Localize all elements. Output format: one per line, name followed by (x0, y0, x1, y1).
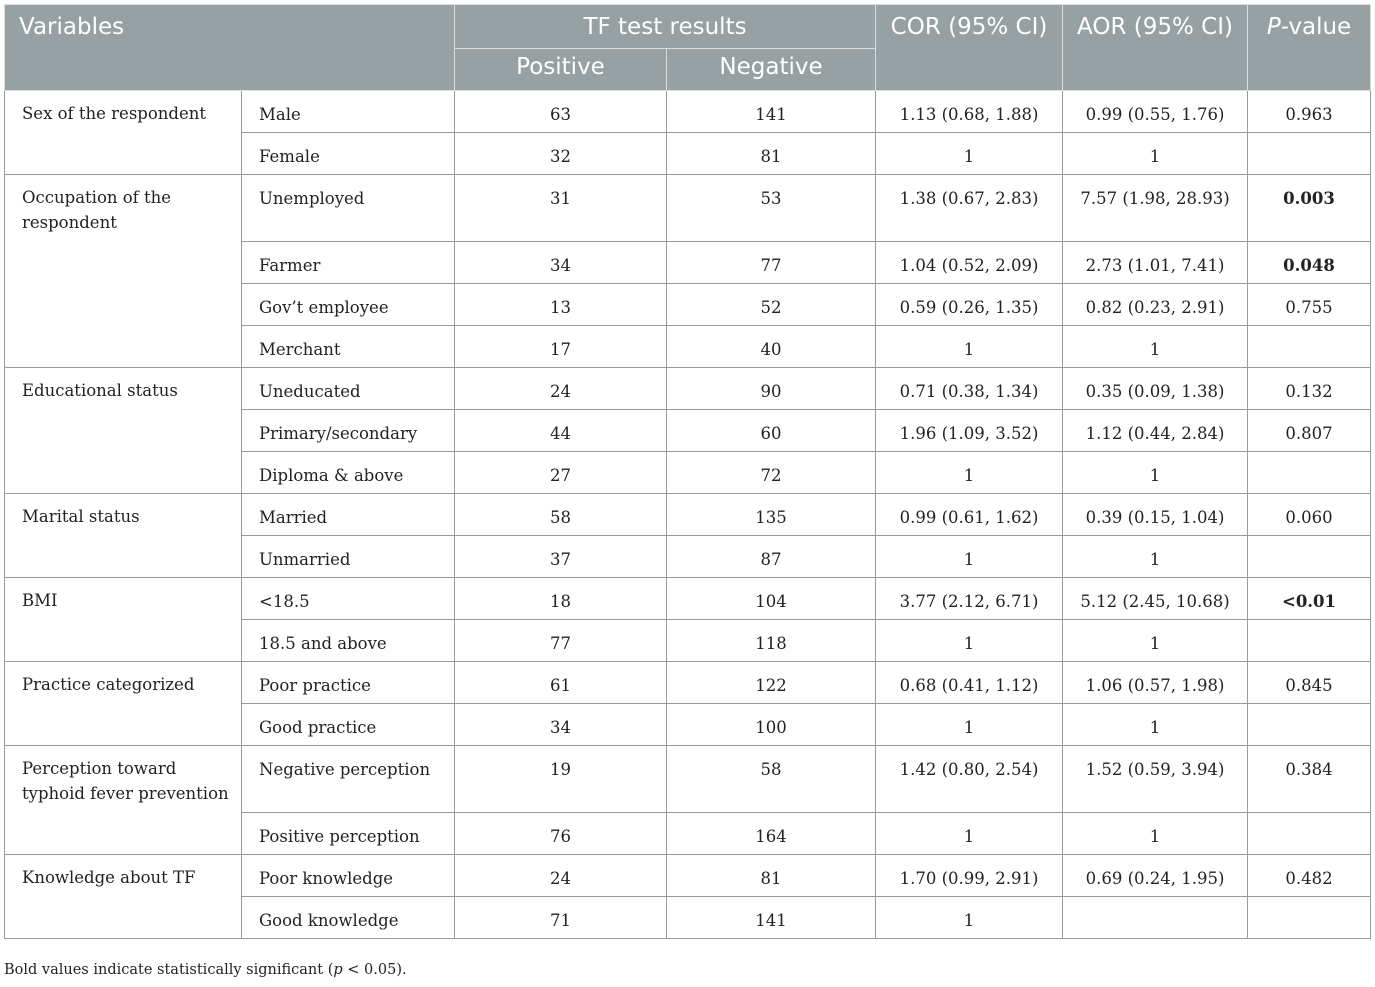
variable-label: Occupation of the respondent (5, 175, 242, 368)
aor-cell: 7.57 (1.98, 28.93) (1063, 175, 1248, 242)
p-value-cell: 0.755 (1248, 284, 1371, 326)
p-value-cell (1248, 897, 1371, 939)
p-value-cell (1248, 452, 1371, 494)
table-row (5, 855, 1371, 897)
table-body (5, 91, 1371, 939)
negative-count-cell: 141 (667, 897, 876, 939)
positive-count-cell: 34 (455, 704, 667, 746)
cor-cell: 0.71 (0.38, 1.34) (876, 368, 1063, 410)
negative-count-cell: 135 (667, 494, 876, 536)
table-row (5, 91, 1371, 133)
category-cell: 18.5 and above (242, 620, 455, 662)
positive-count-cell: 27 (455, 452, 667, 494)
p-value-cell (1248, 133, 1371, 175)
negative-count-cell: 118 (667, 620, 876, 662)
category-cell: Poor knowledge (242, 855, 455, 897)
aor-cell: 1 (1063, 813, 1248, 855)
footnote-p: p (333, 962, 343, 978)
negative-count-cell: 164 (667, 813, 876, 855)
cor-cell: 1.42 (0.80, 2.54) (876, 746, 1063, 813)
positive-count-cell: 58 (455, 494, 667, 536)
negative-count-cell: 81 (667, 855, 876, 897)
negative-count-cell: 77 (667, 242, 876, 284)
aor-cell: 2.73 (1.01, 7.41) (1063, 242, 1248, 284)
variable-label: Practice categorized (5, 662, 242, 746)
header-variables: Variables (5, 5, 455, 91)
p-value-cell: 0.807 (1248, 410, 1371, 452)
header-p-label: P (1266, 14, 1281, 40)
table-row (5, 662, 1371, 704)
p-value-cell: 0.963 (1248, 91, 1371, 133)
aor-cell: 1 (1063, 326, 1248, 368)
p-value-cell (1248, 536, 1371, 578)
aor-cell (1063, 897, 1248, 939)
negative-count-cell: 122 (667, 662, 876, 704)
aor-cell: 5.12 (2.45, 10.68) (1063, 578, 1248, 620)
variable-label: Sex of the respondent (5, 91, 242, 175)
category-cell: Primary/secondary (242, 410, 455, 452)
negative-count-cell: 104 (667, 578, 876, 620)
category-cell: Uneducated (242, 368, 455, 410)
category-cell: Positive perception (242, 813, 455, 855)
category-cell: Female (242, 133, 455, 175)
p-value-cell (1248, 704, 1371, 746)
variable-label: BMI (5, 578, 242, 662)
category-cell: Good practice (242, 704, 455, 746)
positive-count-cell: 24 (455, 368, 667, 410)
aor-cell: 1 (1063, 133, 1248, 175)
cor-cell: 1.96 (1.09, 3.52) (876, 410, 1063, 452)
negative-count-cell: 81 (667, 133, 876, 175)
negative-count-cell: 90 (667, 368, 876, 410)
p-value-cell: 0.482 (1248, 855, 1371, 897)
category-cell: Unmarried (242, 536, 455, 578)
category-cell: Farmer (242, 242, 455, 284)
cor-cell: 0.99 (0.61, 1.62) (876, 494, 1063, 536)
header-p-suffix: -value (1280, 14, 1352, 40)
category-cell: Unemployed (242, 175, 455, 242)
header-negative: Negative (667, 49, 876, 91)
negative-count-cell: 87 (667, 536, 876, 578)
p-value-cell: 0.845 (1248, 662, 1371, 704)
negative-count-cell: 40 (667, 326, 876, 368)
positive-count-cell: 24 (455, 855, 667, 897)
p-value-cell: 0.384 (1248, 746, 1371, 813)
p-value-cell: 0.003 (1248, 175, 1371, 242)
p-value-cell (1248, 813, 1371, 855)
category-cell: Diploma & above (242, 452, 455, 494)
table-row (5, 494, 1371, 536)
variable-label: Educational status (5, 368, 242, 494)
positive-count-cell: 77 (455, 620, 667, 662)
negative-count-cell: 53 (667, 175, 876, 242)
cor-cell: 1 (876, 897, 1063, 939)
table-row (5, 578, 1371, 620)
category-cell: Good knowledge (242, 897, 455, 939)
cor-cell: 0.68 (0.41, 1.12) (876, 662, 1063, 704)
positive-count-cell: 18 (455, 578, 667, 620)
positive-count-cell: 32 (455, 133, 667, 175)
category-cell: Negative perception (242, 746, 455, 813)
variable-label: Perception toward typhoid fever prevention (5, 746, 242, 855)
aor-cell: 1.52 (0.59, 3.94) (1063, 746, 1248, 813)
aor-cell: 0.82 (0.23, 2.91) (1063, 284, 1248, 326)
negative-count-cell: 72 (667, 452, 876, 494)
aor-cell: 1 (1063, 452, 1248, 494)
footnote-suffix: < 0.05). (342, 962, 407, 978)
p-value-cell (1248, 620, 1371, 662)
footnote-prefix: Bold values indicate statistically significant ( (4, 962, 334, 978)
positive-count-cell: 37 (455, 536, 667, 578)
header-cor: COR (95% CI) (876, 5, 1063, 91)
table-row (5, 368, 1371, 410)
cor-cell: 0.59 (0.26, 1.35) (876, 284, 1063, 326)
positive-count-cell: 19 (455, 746, 667, 813)
cor-cell: 1 (876, 133, 1063, 175)
p-value-cell: 0.132 (1248, 368, 1371, 410)
positive-count-cell: 44 (455, 410, 667, 452)
header-positive: Positive (455, 49, 667, 91)
variable-label: Knowledge about TF (5, 855, 242, 939)
header-aor: AOR (95% CI) (1063, 5, 1248, 91)
negative-count-cell: 141 (667, 91, 876, 133)
aor-cell: 1 (1063, 536, 1248, 578)
cor-cell: 1 (876, 536, 1063, 578)
cor-cell: 1 (876, 813, 1063, 855)
negative-count-cell: 100 (667, 704, 876, 746)
aor-cell: 0.69 (0.24, 1.95) (1063, 855, 1248, 897)
aor-cell: 1 (1063, 620, 1248, 662)
header-tf-test-results: TF test results (455, 5, 876, 49)
positive-count-cell: 13 (455, 284, 667, 326)
cor-cell: 1.04 (0.52, 2.09) (876, 242, 1063, 284)
category-cell: Merchant (242, 326, 455, 368)
table-container (4, 4, 1370, 939)
p-value-cell: <0.01 (1248, 578, 1371, 620)
aor-cell: 1 (1063, 704, 1248, 746)
negative-count-cell: 60 (667, 410, 876, 452)
positive-count-cell: 71 (455, 897, 667, 939)
cor-cell: 1.13 (0.68, 1.88) (876, 91, 1063, 133)
positive-count-cell: 61 (455, 662, 667, 704)
cor-cell: 1 (876, 704, 1063, 746)
negative-count-cell: 58 (667, 746, 876, 813)
category-cell: Married (242, 494, 455, 536)
aor-cell: 0.99 (0.55, 1.76) (1063, 91, 1248, 133)
category-cell: Male (242, 91, 455, 133)
table-row (5, 746, 1371, 813)
negative-count-cell: 52 (667, 284, 876, 326)
header-p-value (1248, 5, 1371, 91)
cor-cell: 1 (876, 620, 1063, 662)
cor-cell: 1 (876, 452, 1063, 494)
p-value-cell: 0.060 (1248, 494, 1371, 536)
aor-cell: 1.12 (0.44, 2.84) (1063, 410, 1248, 452)
table-header (5, 5, 1371, 91)
cor-cell: 3.77 (2.12, 6.71) (876, 578, 1063, 620)
cor-cell: 1 (876, 326, 1063, 368)
variable-label: Marital status (5, 494, 242, 578)
category-cell: Gov’t employee (242, 284, 455, 326)
category-cell: <18.5 (242, 578, 455, 620)
aor-cell: 0.39 (0.15, 1.04) (1063, 494, 1248, 536)
footnote (4, 962, 407, 978)
aor-cell: 0.35 (0.09, 1.38) (1063, 368, 1248, 410)
p-value-cell (1248, 326, 1371, 368)
table-row (5, 175, 1371, 242)
cor-cell: 1.38 (0.67, 2.83) (876, 175, 1063, 242)
positive-count-cell: 34 (455, 242, 667, 284)
category-cell: Poor practice (242, 662, 455, 704)
cor-cell: 1.70 (0.99, 2.91) (876, 855, 1063, 897)
positive-count-cell: 31 (455, 175, 667, 242)
positive-count-cell: 17 (455, 326, 667, 368)
p-value-cell: 0.048 (1248, 242, 1371, 284)
positive-count-cell: 63 (455, 91, 667, 133)
results-table (4, 4, 1371, 939)
positive-count-cell: 76 (455, 813, 667, 855)
aor-cell: 1.06 (0.57, 1.98) (1063, 662, 1248, 704)
